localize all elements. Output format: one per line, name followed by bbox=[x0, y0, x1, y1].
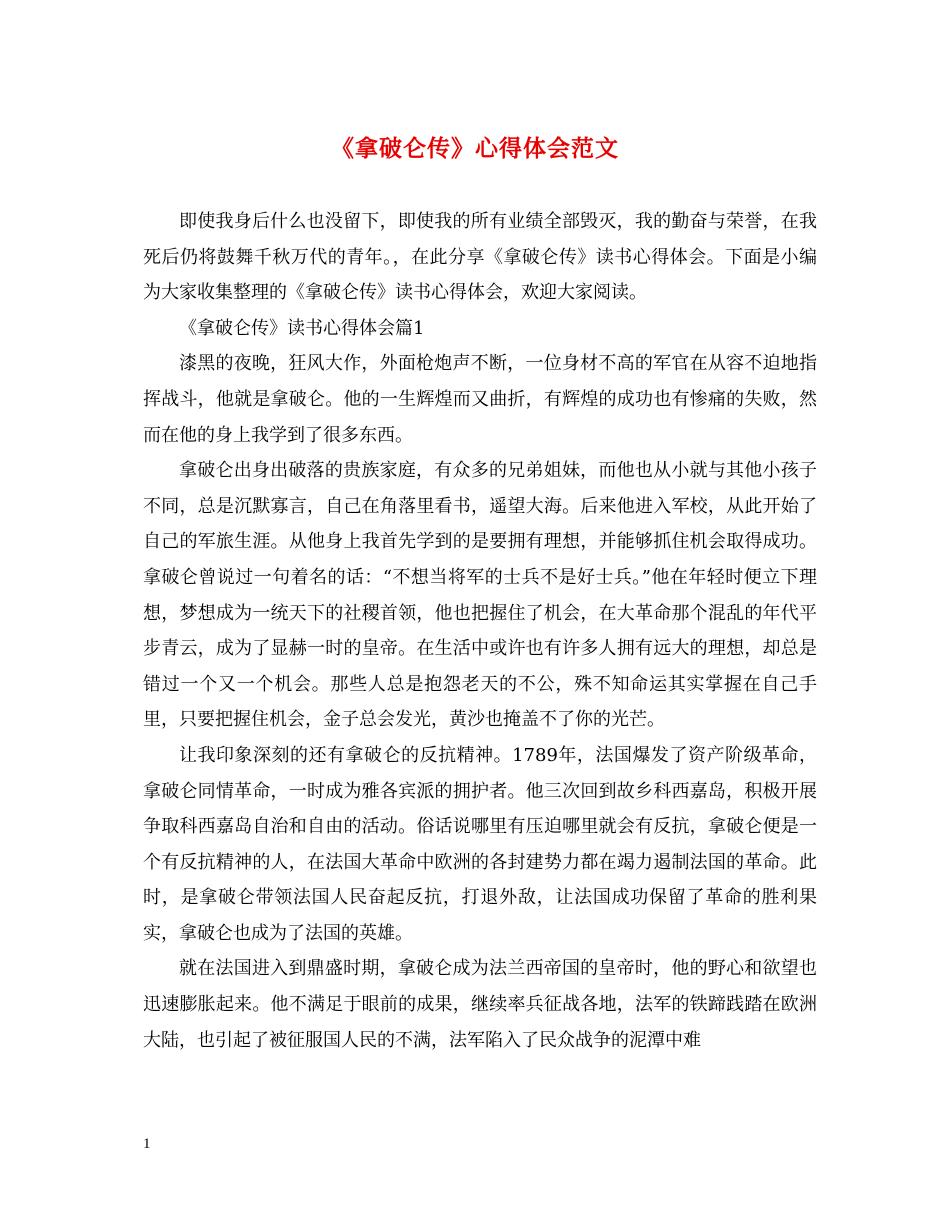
paragraph: 让我印象深刻的还有拿破仑的反抗精神。1789年，法国爆发了资产阶级革命，拿破仑同情革命，一时成为雅各宾派的拥护者。他三次回到故乡科西嘉岛，积极开展争取科西嘉岛自治和自由的活动。俗话说哪里有压迫哪里就会有反抗，拿破仑便是一个有反抗精神的人，在法国大革命中欧洲的各封建势力都在竭力遏制法国的革命。此时，是拿破仑带领法国人民奋起反抗，打退外敌，让法国成功保留了革命的胜利果实，拿破仑也成为了法国的英雄。 bbox=[143, 744, 817, 944]
section-heading: 《拿破仑传》读书心得体会篇1 bbox=[179, 317, 425, 339]
paragraph-intro: 即使我身后什么也没留下，即使我的所有业绩全部毁灭，我的勤奋与荣誉，在我死后仍将鼓舞千秋万代的青年。，在此分享《拿破仑传》读书心得体会。下面是小编为大家收集整理的《拿破仑传》读书心得体会，欢迎大家阅读。 bbox=[143, 211, 817, 304]
document-body bbox=[143, 204, 817, 1058]
paragraph: 拿破仑出身出破落的贵族家庭，有众多的兄弟姐妹，而他也从小就与其他小孩子不同，总是沉默寡言，自己在角落里看书，遥望大海。后来他进入军校，从此开始了自己的军旅生涯。从他身上我首先学到的是要拥有理想，并能够抓住机会取得成功。拿破仑曾说过一句着名的话：“不想当将军的士兵不是好士兵。”他在年轻时便立下理想，梦想成为一统天下的社稷首领，他也把握住了机会，在大革命那个混乱的年代平步青云，成为了显赫一时的皇帝。在生活中或许也有许多人拥有远大的理想，却总是错过一个又一个机会。那些人总是抱怨老天的不公，殊不知命运其实掌握在自己手里，只要把握住机会，金子总会发光，黄沙也掩盖不了你的光芒。 bbox=[143, 460, 817, 731]
page-number: 1 bbox=[143, 1136, 151, 1152]
paragraph: 就在法国进入到鼎盛时期，拿破仑成为法兰西帝国的皇帝时，他的野心和欲望也迅速膨胀起来。他不满足于眼前的成果，继续率兵征战各地，法军的铁蹄践踏在欧洲大陆，也引起了被征服国人民的不满，法军陷入了民众战争的泥潭中难 bbox=[143, 958, 817, 1051]
document-title: 《拿破仑传》心得体会范文 bbox=[331, 135, 619, 162]
paragraph: 漆黑的夜晚，狂风大作，外面枪炮声不断，一位身材不高的军官在从容不迫地指挥战斗，他就是拿破仑。他的一生辉煌而又曲折，有辉煌的成功也有惨痛的失败，然而在他的身上我学到了很多东西。 bbox=[143, 353, 817, 446]
